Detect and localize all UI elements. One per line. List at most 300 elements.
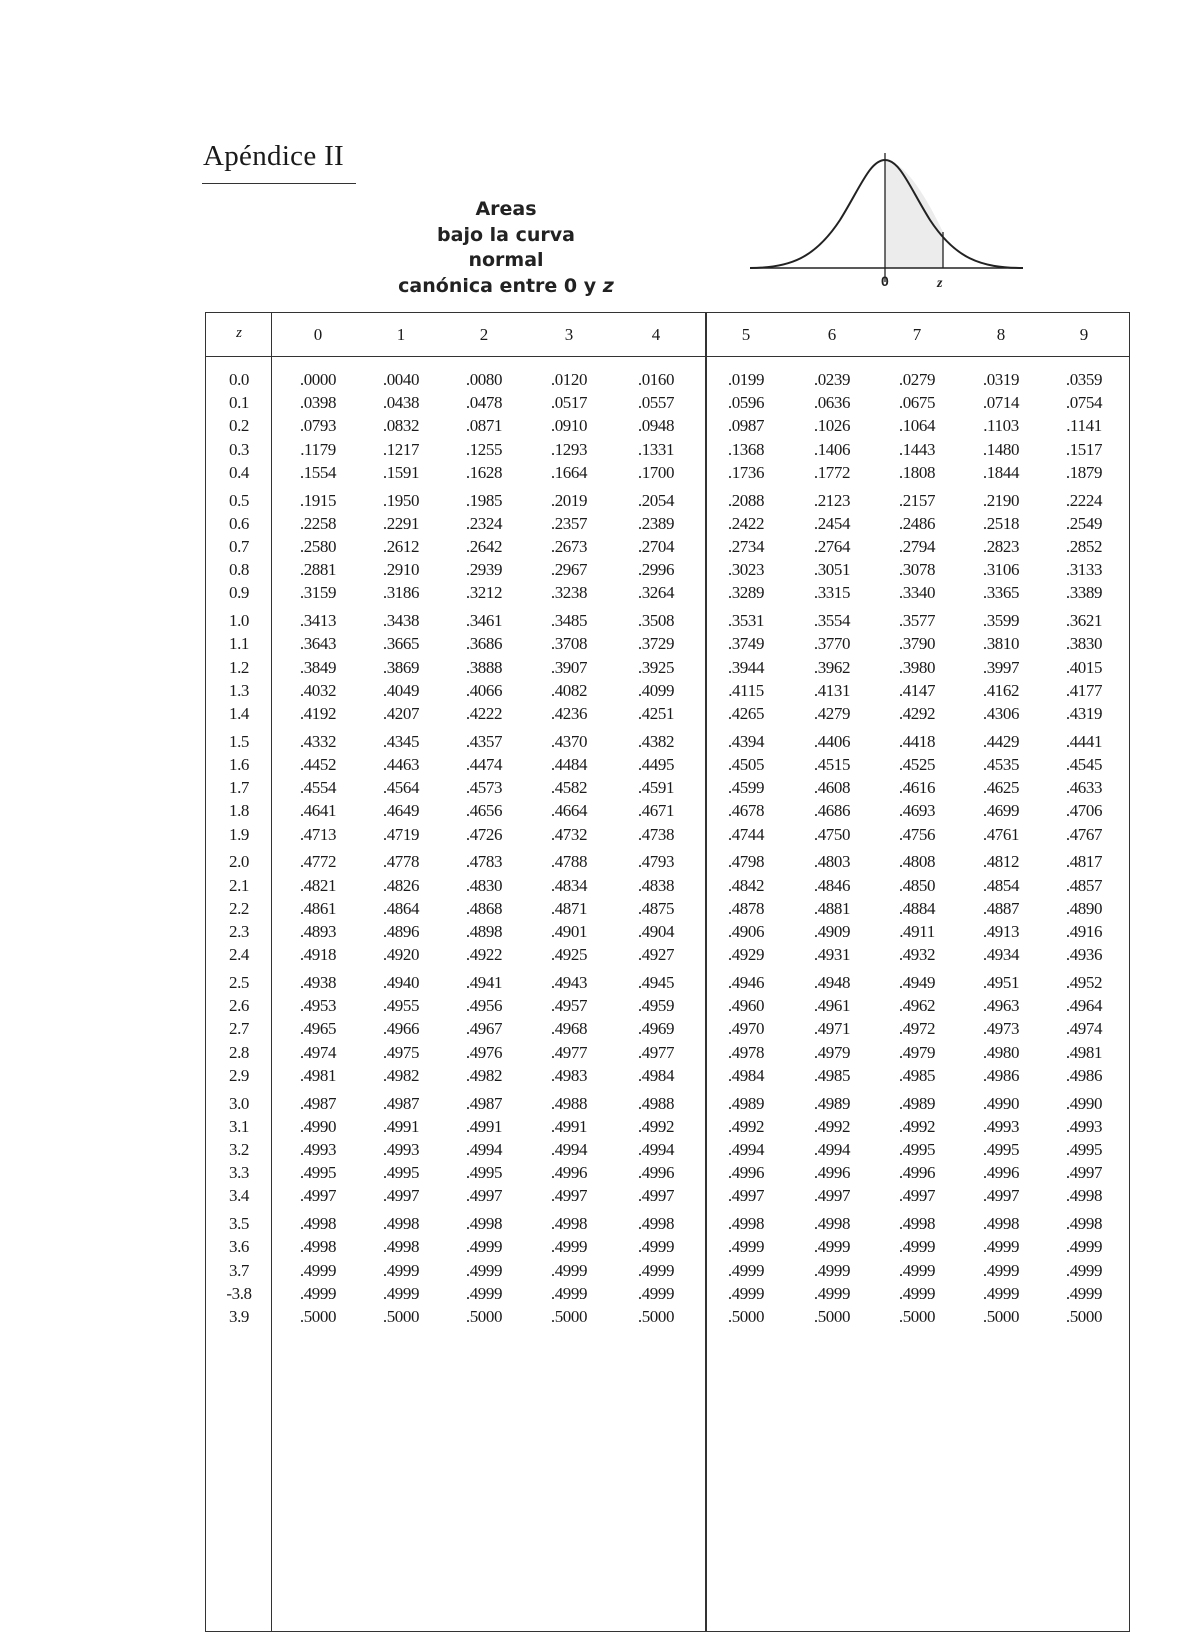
- area-value: .3944: [727, 657, 765, 677]
- column-header: 7: [912, 325, 922, 344]
- area-value: .4999: [898, 1237, 936, 1257]
- area-value: .4999: [727, 1260, 765, 1280]
- area-value: .4955: [382, 996, 420, 1016]
- area-value: .4975: [382, 1042, 420, 1062]
- area-value: .4573: [465, 778, 503, 798]
- area-value: .4788: [550, 852, 588, 872]
- area-value: .4306: [982, 704, 1020, 723]
- area-value: .4893: [299, 922, 337, 941]
- area-value: .1026: [813, 416, 851, 436]
- z-value: 0.7: [228, 537, 250, 556]
- area-value: .4693: [898, 801, 936, 821]
- area-value: .2996: [637, 560, 675, 580]
- area-value: .3106: [982, 560, 1020, 580]
- area-value: .4911: [899, 922, 935, 941]
- area-value: .4554: [299, 778, 337, 798]
- area-value: .4997: [898, 1186, 936, 1206]
- area-value: .4864: [382, 898, 420, 918]
- area-value: .0675: [898, 393, 936, 413]
- area-value: .4591: [637, 778, 675, 798]
- area-value: .4998: [299, 1214, 337, 1234]
- area-value: .4963: [982, 996, 1020, 1016]
- area-value: .4719: [382, 824, 420, 844]
- area-value: .4738: [637, 824, 675, 844]
- area-value: .4974: [1065, 1019, 1103, 1039]
- area-value: .4996: [982, 1163, 1020, 1183]
- area-value: .4999: [813, 1260, 851, 1280]
- area-value: .1368: [727, 439, 765, 459]
- area-value: .5000: [465, 1307, 503, 1326]
- area-value: .4988: [637, 1093, 675, 1113]
- area-value: .4778: [382, 852, 420, 872]
- area-value: .4999: [813, 1283, 851, 1303]
- area-value: .4656: [465, 801, 503, 821]
- area-value: .3159: [299, 583, 337, 603]
- area-value: .1293: [550, 439, 588, 459]
- area-value: .4505: [727, 755, 765, 774]
- area-value: .4989: [727, 1093, 765, 1113]
- area-value: .4998: [982, 1214, 1020, 1234]
- area-value: .4429: [982, 731, 1020, 751]
- area-value: .4564: [382, 778, 420, 798]
- area-value: .3962: [813, 657, 851, 677]
- area-value: .4756: [898, 824, 936, 844]
- area-value: .4995: [465, 1163, 503, 1183]
- column-header: 4: [651, 325, 661, 344]
- area-value: .4970: [727, 1019, 765, 1039]
- z-value: 2.2: [228, 898, 250, 918]
- area-value: .4452: [299, 755, 337, 774]
- area-value: .3997: [982, 657, 1020, 677]
- area-value: .4767: [1065, 824, 1103, 844]
- area-value: .4826: [382, 875, 420, 895]
- table-caption: [366, 197, 646, 299]
- zero-label: 0: [881, 273, 889, 289]
- area-value: .4394: [727, 731, 765, 751]
- area-value: .3461: [465, 611, 503, 631]
- area-value: .0398: [299, 393, 337, 413]
- area-value: .3289: [727, 583, 765, 603]
- area-value: .4993: [299, 1140, 337, 1159]
- area-value: .4821: [299, 875, 337, 895]
- area-value: .4279: [813, 704, 851, 723]
- area-value: .4984: [637, 1065, 675, 1085]
- area-value: .4999: [637, 1237, 675, 1257]
- area-value: .3186: [382, 583, 420, 603]
- area-value: .4976: [465, 1042, 503, 1062]
- area-value: .2794: [898, 537, 936, 556]
- area-value: .4842: [727, 875, 765, 895]
- area-value: .4887: [982, 898, 1020, 918]
- area-value: .4582: [550, 778, 588, 798]
- area-value: .4998: [465, 1214, 503, 1234]
- area-value: .4996: [898, 1163, 936, 1183]
- area-value: .4999: [637, 1260, 675, 1280]
- area-value: .4962: [898, 996, 936, 1016]
- area-value: .4838: [637, 875, 675, 895]
- area-value: .4978: [727, 1042, 765, 1062]
- area-value: .4990: [299, 1116, 337, 1136]
- area-value: .4997: [382, 1186, 420, 1206]
- area-value: .4998: [382, 1214, 420, 1234]
- area-value: .4979: [898, 1042, 936, 1062]
- area-value: .4925: [550, 945, 588, 965]
- z-value: 2.9: [228, 1065, 250, 1085]
- area-value: .4993: [382, 1140, 420, 1159]
- caption-line: normal: [468, 249, 544, 271]
- area-value: .3643: [299, 634, 337, 654]
- area-value: .4981: [299, 1065, 337, 1085]
- area-value: .4382: [637, 731, 675, 751]
- area-value: .2422: [727, 513, 765, 533]
- area-value: .4994: [727, 1140, 765, 1159]
- area-value: .4265: [727, 704, 765, 723]
- area-value: .4999: [898, 1283, 936, 1303]
- area-value: .4991: [382, 1116, 420, 1136]
- area-value: .4980: [982, 1042, 1020, 1062]
- area-value: .3749: [727, 634, 765, 654]
- area-value: .2910: [382, 560, 420, 580]
- area-value: .4222: [465, 704, 503, 723]
- area-value: .4959: [637, 996, 675, 1016]
- area-value: .4999: [465, 1260, 503, 1280]
- area-value: .2823: [982, 537, 1020, 556]
- area-value: .4808: [898, 852, 936, 872]
- area-value: .4996: [727, 1163, 765, 1183]
- area-value: .4999: [1065, 1260, 1103, 1280]
- area-value: .3413: [299, 611, 337, 631]
- area-value: .4995: [382, 1163, 420, 1183]
- area-value: .4147: [898, 680, 936, 700]
- area-value: .5000: [1065, 1307, 1103, 1326]
- area-value: .1179: [300, 439, 336, 459]
- area-value: .0000: [299, 370, 337, 389]
- area-value: .2389: [637, 513, 675, 533]
- z-value: 1.4: [228, 704, 250, 723]
- area-value: .2642: [465, 537, 503, 556]
- middle-rule: [705, 312, 707, 1632]
- area-value: .4943: [550, 973, 588, 992]
- area-value: .4484: [550, 755, 588, 774]
- area-value: .4997: [299, 1186, 337, 1206]
- area-value: .3849: [299, 657, 337, 677]
- area-value: .3621: [1065, 611, 1103, 631]
- area-value: .4957: [550, 996, 588, 1016]
- area-value: .4918: [299, 945, 337, 965]
- area-value: .4535: [982, 755, 1020, 774]
- area-value: .4999: [1065, 1237, 1103, 1257]
- area-value: .4997: [982, 1186, 1020, 1206]
- z-label: z: [937, 276, 943, 291]
- area-value: .4997: [637, 1186, 675, 1206]
- area-value: .0557: [637, 393, 675, 413]
- z-value: 3.6: [228, 1237, 250, 1257]
- area-value: .4671: [637, 801, 675, 821]
- area-value: .4913: [982, 922, 1020, 941]
- shaded-area: [885, 160, 943, 268]
- z-value: 3.2: [228, 1140, 250, 1159]
- area-value: .3790: [898, 634, 936, 654]
- area-value: .4750: [813, 824, 851, 844]
- header-z: z: [236, 325, 242, 341]
- area-value: .4989: [813, 1093, 851, 1113]
- area-value: .4995: [982, 1140, 1020, 1159]
- area-value: .4977: [637, 1042, 675, 1062]
- area-value: .4854: [982, 875, 1020, 895]
- area-value: .4997: [727, 1186, 765, 1206]
- area-value: .4713: [299, 824, 337, 844]
- area-value: .4989: [898, 1093, 936, 1113]
- area-value: .4772: [299, 852, 337, 872]
- area-value: .4952: [1065, 973, 1103, 992]
- area-value: .4927: [637, 945, 675, 965]
- area-value: .1879: [1065, 462, 1103, 482]
- area-value: .4884: [898, 898, 936, 918]
- area-value: .4938: [299, 973, 337, 992]
- area-value: .4783: [465, 852, 503, 872]
- area-value: .4901: [550, 922, 588, 941]
- area-value: .4999: [550, 1237, 588, 1257]
- appendix-title: Apéndice II: [203, 140, 344, 172]
- area-value: .4664: [550, 801, 588, 821]
- area-value: .0948: [637, 416, 675, 436]
- area-value: .4961: [813, 996, 851, 1016]
- area-value: .2019: [550, 490, 588, 510]
- z-value: 3.3: [228, 1163, 250, 1183]
- area-value: .3770: [813, 634, 851, 654]
- area-value: .4861: [299, 898, 337, 918]
- z-value: 2.7: [228, 1019, 250, 1039]
- area-value: .4998: [1065, 1186, 1103, 1206]
- area-value: .4934: [982, 945, 1020, 965]
- area-value: .0871: [465, 416, 503, 436]
- z-value: 2.6: [228, 996, 250, 1016]
- area-value: .4946: [727, 973, 765, 992]
- area-value: .4525: [898, 755, 936, 774]
- area-value: .4996: [813, 1163, 851, 1183]
- area-value: .4875: [637, 898, 675, 918]
- area-value: .4982: [382, 1065, 420, 1085]
- area-value: .4998: [299, 1237, 337, 1257]
- area-value: .4988: [550, 1093, 588, 1113]
- area-value: .4990: [1065, 1093, 1103, 1113]
- area-value: .4979: [813, 1042, 851, 1062]
- z-value: 2.3: [228, 922, 250, 941]
- area-value: .0199: [727, 370, 765, 389]
- area-value: .4744: [727, 824, 765, 844]
- area-value: .4082: [550, 680, 588, 700]
- area-value: .4906: [727, 922, 765, 941]
- area-value: .4909: [813, 922, 851, 941]
- area-value: .4997: [1065, 1163, 1103, 1183]
- area-value: .5000: [982, 1307, 1020, 1326]
- area-value: .4812: [982, 852, 1020, 872]
- area-value: .5000: [637, 1307, 675, 1326]
- area-value: .3810: [982, 634, 1020, 654]
- area-value: .4830: [465, 875, 503, 895]
- area-value: .0080: [465, 370, 503, 389]
- area-value: .2939: [465, 560, 503, 580]
- area-value: .4999: [299, 1283, 337, 1303]
- area-value: .4982: [465, 1065, 503, 1085]
- area-value: .4999: [727, 1283, 765, 1303]
- area-value: .1554: [299, 462, 337, 482]
- z-value: 2.1: [228, 875, 250, 895]
- header-rule: [205, 356, 1130, 357]
- z-value: 3.9: [228, 1307, 250, 1326]
- z-value: 1.5: [228, 731, 250, 751]
- area-value: .4406: [813, 731, 851, 751]
- area-value: .4999: [382, 1260, 420, 1280]
- area-value: .3869: [382, 657, 420, 677]
- area-value: .4993: [1065, 1116, 1103, 1136]
- caption-line: bajo la curva: [437, 223, 575, 246]
- area-value: .4920: [382, 945, 420, 965]
- area-value: .4984: [727, 1065, 765, 1085]
- area-value: .4706: [1065, 801, 1103, 821]
- area-value: .4992: [727, 1116, 765, 1136]
- z-value: 2.0: [228, 852, 250, 872]
- area-value: .2967: [550, 560, 588, 580]
- area-value: .3729: [637, 634, 675, 654]
- area-value: .4999: [1065, 1283, 1103, 1303]
- area-value: .4868: [465, 898, 503, 918]
- area-value: .4998: [898, 1214, 936, 1234]
- area-value: .4896: [382, 922, 420, 941]
- area-value: .2612: [382, 537, 420, 556]
- area-value: .0319: [982, 370, 1020, 389]
- z-value: 3.5: [228, 1214, 250, 1234]
- area-value: .4357: [465, 731, 503, 751]
- area-value: .4996: [550, 1163, 588, 1183]
- area-value: .1736: [727, 462, 765, 482]
- z-value: 1.3: [228, 680, 250, 700]
- z-value: 0.9: [228, 583, 250, 603]
- area-value: .1844: [982, 462, 1020, 482]
- area-value: .2224: [1065, 490, 1103, 510]
- area-value: .0040: [382, 370, 420, 389]
- area-value: .1664: [550, 462, 588, 482]
- area-value: .3051: [813, 560, 851, 580]
- column-header: 1: [396, 325, 406, 344]
- area-value: .0910: [550, 416, 588, 436]
- area-value: .4922: [465, 945, 503, 965]
- area-value: .0987: [727, 416, 765, 436]
- area-value: .0438: [382, 393, 420, 413]
- area-value: .3577: [898, 611, 936, 631]
- area-value: .4878: [727, 898, 765, 918]
- area-value: .2324: [465, 513, 503, 533]
- area-value: .4994: [465, 1140, 503, 1159]
- area-value: .2291: [382, 513, 420, 533]
- area-value: .4941: [465, 973, 503, 992]
- area-value: .0478: [465, 393, 503, 413]
- z-value: 0.1: [228, 393, 250, 413]
- area-value: .4049: [382, 680, 420, 700]
- area-value: .4686: [813, 801, 851, 821]
- area-value: .4986: [1065, 1065, 1103, 1085]
- area-value: .2881: [299, 560, 337, 580]
- area-value: .0832: [382, 416, 420, 436]
- area-value: .2454: [813, 513, 851, 533]
- z-column-rule: [271, 312, 272, 1632]
- area-value: .4929: [727, 945, 765, 965]
- area-value: .4999: [898, 1260, 936, 1280]
- caption-variable: z: [602, 274, 614, 297]
- area-value: .4625: [982, 778, 1020, 798]
- z-value: -3.8: [226, 1283, 252, 1303]
- area-value: .2704: [637, 537, 675, 556]
- area-value: .4992: [813, 1116, 851, 1136]
- area-value: .4992: [637, 1116, 675, 1136]
- area-value: .4997: [813, 1186, 851, 1206]
- area-value: .4932: [898, 945, 936, 965]
- area-value: .3508: [637, 611, 675, 631]
- area-value: .4998: [813, 1214, 851, 1234]
- area-value: .4985: [813, 1065, 851, 1085]
- area-value: .4931: [813, 945, 851, 965]
- area-value: .2357: [550, 513, 588, 533]
- area-value: .4995: [299, 1163, 337, 1183]
- area-value: .3599: [982, 611, 1020, 631]
- area-value: .4951: [982, 973, 1020, 992]
- area-value: .4981: [1065, 1042, 1103, 1062]
- area-value: .4998: [550, 1214, 588, 1234]
- area-value: .4956: [465, 996, 503, 1016]
- area-value: .4793: [637, 852, 675, 872]
- area-value: .4965: [299, 1019, 337, 1039]
- area-value: .2054: [637, 490, 675, 510]
- area-value: .4986: [982, 1065, 1020, 1085]
- area-value: .4993: [982, 1116, 1020, 1136]
- area-value: .0359: [1065, 370, 1103, 389]
- area-value: .4817: [1065, 852, 1103, 872]
- z-value: 1.1: [228, 634, 250, 654]
- z-value: 3.7: [228, 1260, 250, 1280]
- area-value: .4999: [982, 1260, 1020, 1280]
- area-value: .4985: [898, 1065, 936, 1085]
- area-value: .4441: [1065, 731, 1103, 751]
- area-value: .3925: [637, 657, 675, 677]
- z-value: 2.5: [228, 973, 250, 992]
- area-value: .3686: [465, 634, 503, 654]
- area-value: .4971: [813, 1019, 851, 1039]
- area-value: .4999: [550, 1283, 588, 1303]
- area-value: .0279: [898, 370, 936, 389]
- area-value: .3023: [727, 560, 765, 580]
- area-value: .4983: [550, 1065, 588, 1085]
- caption-line: Areas: [475, 198, 537, 220]
- area-value: .0120: [550, 370, 588, 389]
- area-value: .4966: [382, 1019, 420, 1039]
- area-value: .1480: [982, 439, 1020, 459]
- area-value: .3315: [813, 583, 851, 603]
- area-value: .4898: [465, 922, 503, 941]
- area-value: .4474: [465, 755, 503, 774]
- area-value: .3078: [898, 560, 936, 580]
- area-value: .0239: [813, 370, 851, 389]
- z-value: 1.0: [228, 611, 250, 631]
- area-value: .4964: [1065, 996, 1103, 1016]
- z-value: 1.9: [228, 824, 250, 844]
- area-value: .4633: [1065, 778, 1103, 798]
- area-value: .4968: [550, 1019, 588, 1039]
- area-value: .3340: [898, 583, 936, 603]
- area-value: .4463: [382, 755, 420, 774]
- area-value: .4319: [1065, 704, 1103, 723]
- area-value: .1700: [637, 462, 675, 482]
- area-value: .3665: [382, 634, 420, 654]
